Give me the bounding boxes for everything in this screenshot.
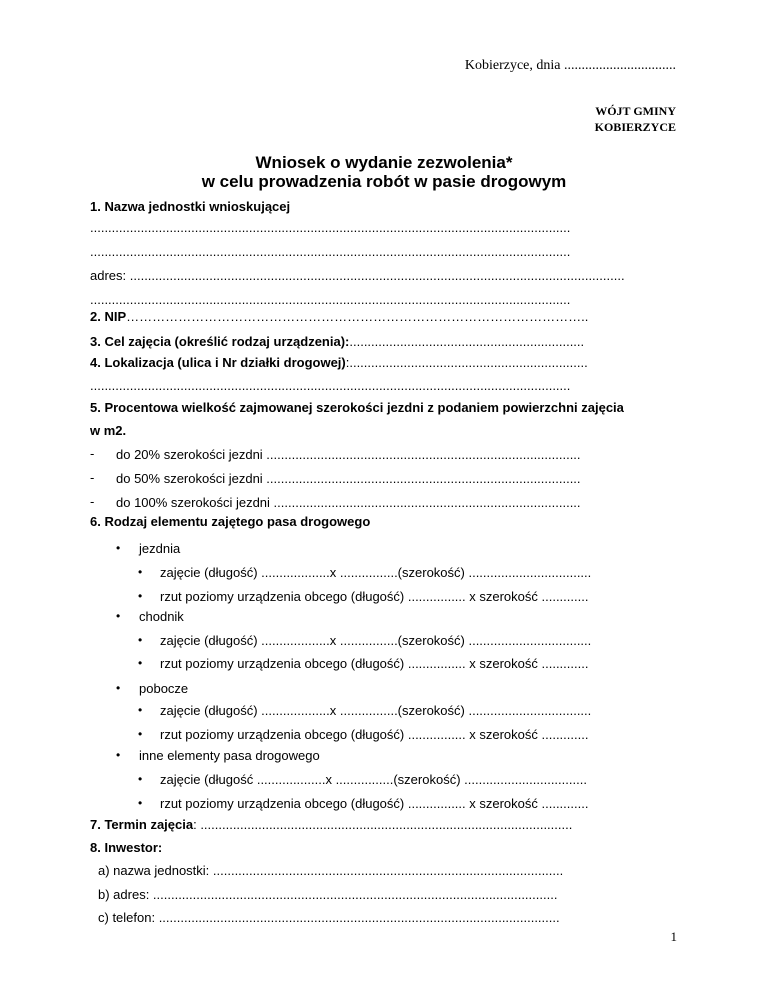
dash-marker: -	[90, 494, 95, 509]
addressee-line-1: WÓJT GMINY	[595, 104, 676, 118]
section-2	[90, 309, 588, 324]
section-5-option-100: do 100% szerokości jezdni .....................................................................................	[116, 495, 581, 510]
element-projection-inne: rzut poziomy urządzenia obcego (długość) ................ x szerokość .............	[160, 796, 589, 811]
element-occupancy-jezdnia: zajęcie (długość) ...................x ................(szerokość) ..................................	[160, 565, 592, 580]
element-occupancy-chodnik: zajęcie (długość) ...................x ................(szerokość) ..................................	[160, 633, 592, 648]
section-4-dotted-line-2: .....................................................................................................................................	[90, 378, 571, 393]
investor-name: a) nazwa jednostki: .................................................................................................	[98, 863, 564, 878]
element-projection-jezdnia: rzut poziomy urządzenia obcego (długość) ................ x szerokość .............	[160, 589, 589, 604]
page-number: 1	[670, 929, 677, 944]
section-1-label: 1. Nazwa jednostki wnioskującej	[90, 199, 291, 214]
addressee-line-2: KOBIERZYCE	[594, 120, 676, 134]
bullet-icon: •	[138, 727, 143, 741]
section-4-dots: :..................................................................	[345, 355, 588, 370]
section-5-label-line-2: w m2.	[90, 423, 127, 438]
element-name-pobocze: pobocze	[139, 681, 189, 696]
bullet-icon: •	[116, 609, 121, 623]
section-7	[90, 817, 572, 832]
section-2-dots: ……………………………………………………………………………………………..	[126, 309, 589, 324]
section-6-label: 6. Rodzaj elementu zajętego pasa drogowego	[90, 514, 371, 529]
section-2-label: 2. NIP	[90, 309, 127, 324]
bullet-icon: •	[116, 541, 121, 555]
section-5-option-50: do 50% szerokości jezdni .......................................................................................	[116, 471, 581, 486]
section-5-option-20: do 20% szerokości jezdni .......................................................................................	[116, 447, 581, 462]
bullet-icon: •	[138, 633, 143, 647]
element-projection-pobocze: rzut poziomy urządzenia obcego (długość) ................ x szerokość .............	[160, 727, 589, 742]
investor-address: b) adres: ................................................................................................................	[98, 887, 558, 902]
element-name-chodnik: chodnik	[139, 609, 184, 624]
bullet-icon: •	[116, 748, 121, 762]
dash-marker: -	[90, 470, 95, 485]
section-3-dots: .................................................................	[349, 334, 585, 349]
investor-phone: c) telefon: ...............................................................................................................	[98, 910, 560, 925]
bullet-icon: •	[138, 796, 143, 810]
section-5-label-line-1: 5. Procentowa wielkość zajmowanej szerokości jezdni z podaniem powierzchni zajęcia	[90, 400, 624, 415]
section-1-dotted-line-2: .....................................................................................................................................	[90, 244, 571, 259]
section-8-label: 8. Inwestor:	[90, 840, 163, 855]
section-4-label: 4. Lokalizacja (ulica i Nr działki drogowej)	[90, 355, 346, 370]
place-date: Kobierzyce, dnia ................................	[464, 58, 676, 73]
element-projection-chodnik: rzut poziomy urządzenia obcego (długość) ................ x szerokość .............	[160, 656, 589, 671]
section-3	[90, 334, 584, 349]
section-7-dots: : .......................................................................................................	[193, 817, 573, 832]
bullet-icon: •	[138, 772, 143, 786]
bullet-icon: •	[116, 681, 121, 695]
bullet-icon: •	[138, 589, 143, 603]
document-title-line-1: Wniosek o wydanie zezwolenia*	[255, 153, 513, 172]
section-1-dotted-line-1: .....................................................................................................................................	[90, 220, 571, 235]
element-name-inne: inne elementy pasa drogowego	[139, 748, 320, 763]
bullet-icon: •	[138, 703, 143, 717]
element-occupancy-pobocze: zajęcie (długość) ...................x ................(szerokość) ..................................	[160, 703, 592, 718]
element-occupancy-inne: zajęcie (długość ...................x ................(szerokość) ..................................	[160, 772, 587, 787]
section-1-dotted-line-3: .....................................................................................................................................	[90, 292, 571, 307]
section-4	[90, 355, 588, 370]
dash-marker: -	[90, 446, 95, 461]
section-3-label: 3. Cel zajęcia (określić rodzaj urządzenia):	[90, 334, 350, 349]
section-1-address: adres: .........................................................................................................................................	[90, 268, 625, 283]
bullet-icon: •	[138, 656, 143, 670]
element-name-jezdnia: jezdnia	[139, 541, 181, 556]
document-title-line-2: w celu prowadzenia robót w pasie drogowym	[201, 172, 567, 191]
section-7-label: 7. Termin zajęcia	[90, 817, 194, 832]
bullet-icon: •	[138, 565, 143, 579]
